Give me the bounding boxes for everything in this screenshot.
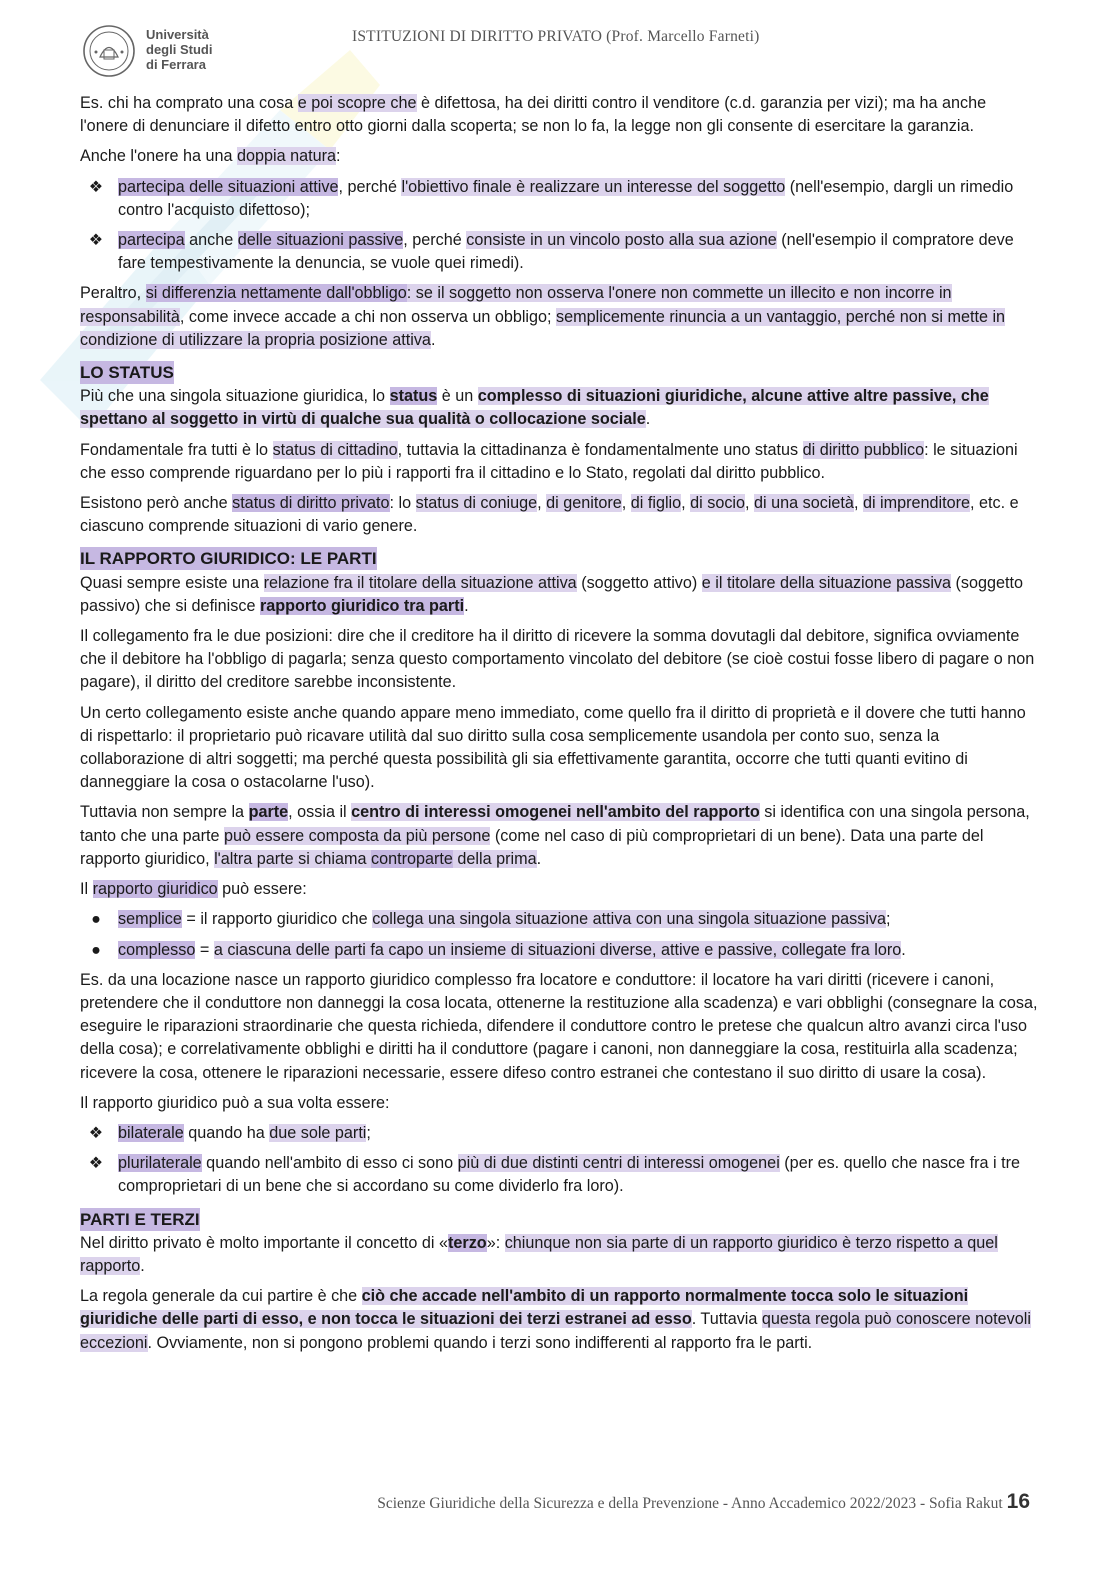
page-footer (0, 1490, 1030, 1514)
paragraph: Esistono però anche status di diritto privato: lo status di coniuge, di genitore, di figlio, di socio, di una società, di imprenditore, etc. e ciascuno comprende situazioni di vario genere. (80, 494, 1019, 536)
section-heading: LO STATUS (80, 363, 174, 383)
paragraph: Un certo collegamento esiste anche quando appare meno immediato, come quello fra il diritto di proprietà e il dovere che tutti hanno di rispettarlo: il proprietario può ricavare utilità dal suo diritto sulla cosa semplicemente usandola per conto suo, senza la collaborazione di altri soggetti; ma perché questa possibilità gli sia effettivamente garantita, occorre che tutti quanti evitino di danneggiare la cosa o ostacolarne l'uso). (80, 703, 1026, 792)
section-heading: PARTI E TERZI (80, 1209, 200, 1229)
university-name: Università degli Studi di Ferrara (146, 27, 213, 72)
page-header (0, 0, 1118, 90)
paragraph: Peraltro, si differenzia nettamente dall'obbligo: se il soggetto non osserva l'onere non commette un illecito e non incorre in responsabilità, come invece accade a chi non osserva un obbligo; semplicemente rinuncia a un vantaggio, perché non si mette in condizione di utilizzare la propria posizione attiva. (80, 284, 1006, 349)
document-title: ISTITUZIONI DI DIRITTO PRIVATO (Prof. Marcello Farneti) (352, 28, 760, 45)
list-item: ● semplice = il rapporto giuridico che collega una singola situazione attiva con una singola situazione passiva; (80, 908, 1038, 931)
footer-text: Scienze Giuridiche della Sicurezza e della Prevenzione - Anno Accademico 2022/2023 - Sofia Rakut (377, 1495, 1003, 1512)
paragraph: Il collegamento fra le due posizioni: dire che il creditore ha il diritto di ricevere la somma dovutagli dal debitore, significa ovviamente che il debitore ha l'obbligo di pagarla; senza questo comportamento vincolato del debitore (se cioè costui fosse libero di pagare o non pagare), il diritto del creditore sarebbe inconsistente. (80, 627, 1035, 692)
list-item: ❖ bilaterale quando ha due sole parti; (80, 1122, 1038, 1145)
paragraph: Fondamentale fra tutti è lo status di cittadino, tuttavia la cittadinanza è fondamentalmente uno status di diritto pubblico: le situazioni che esso comprende riguardano per lo più i rapporti fra il cittadino e lo Stato, regolati dal diritto pubblico. (80, 440, 1018, 482)
paragraph: Es. da una locazione nasce un rapporto giuridico complesso fra locatore e conduttore: il locatore ha vari diritti (ricevere i canoni, pretendere che il conduttore non danneggi la cosa locata, ottenerne la restituzione alla scadenza) e vari obblighi (consegnare la cosa, eseguire le riparazioni straordinarie che questa richieda, difendere il conduttore contro le pretese che qualcun altro avanzi circa l'uso della cosa); e correlativamente obblighi e diritti ha il conduttore (pagare i canoni, non danneggiare la cosa, restituirla alla scadenza; ricevere la cosa, ottenere le riparazioni necessarie, essere difeso contro estranei che contestano il suo diritto di usare la cosa). (80, 970, 1038, 1082)
section-heading: IL RAPPORTO GIURIDICO: LE PARTI (80, 549, 377, 569)
list-item: ● complesso = a ciascuna delle parti fa capo un insieme di situazioni diverse, attive e passive, collegate fra loro. (80, 939, 1038, 962)
university-logo (82, 22, 222, 78)
list-item: ❖ plurilaterale quando nell'ambito di esso ci sono più di due distinti centri di interessi omogenei (per es. quello che nasce fra i tre comproprietari di un bene che si accordano su come dividerlo fra loro). (80, 1152, 1038, 1198)
paragraph: Anche l'onere ha una doppia natura: (80, 147, 341, 166)
page-number: 16 (1006, 1490, 1030, 1513)
dot-bullet-icon: ● (91, 910, 101, 929)
diamond-bullet-icon: ❖ (88, 1154, 104, 1173)
bullet-list (80, 176, 1038, 276)
paragraph: Il rapporto giuridico può essere: (80, 880, 307, 899)
document-body (80, 92, 1038, 1362)
diamond-bullet-icon: ❖ (88, 177, 104, 196)
bullet-list (80, 908, 1038, 961)
paragraph: Più che una singola situazione giuridica, lo status è un complesso di situazioni giuridiche, alcune attive altre passive, che spettano al soggetto in virtù di qualche sua qualità o collocazione sociale. (80, 387, 989, 429)
dot-bullet-icon: ● (91, 940, 101, 959)
diamond-bullet-icon: ❖ (88, 1123, 104, 1142)
university-seal-icon (82, 24, 136, 78)
paragraph: Tuttavia non sempre la parte, ossia il centro di interessi omogenei nell'ambito del rapporto si identifica con una singola persona, tanto che una parte può essere composta da più persone (come nel caso di più comproprietari di un bene). Data una parte del rapporto giuridico, l'altra parte si chiama controparte della prima. (80, 803, 1030, 868)
paragraph: La regola generale da cui partire è che ciò che accade nell'ambito di un rapporto normalmente tocca solo le situazioni giuridiche delle parti di esso, e non tocca le situazioni dei terzi estranei ad esso. Tuttavia questa regola può conoscere notevoli eccezioni. Ovviamente, non si pongono problemi quando i terzi sono indifferenti al rapporto fra le parti. (80, 1287, 1031, 1352)
diamond-bullet-icon: ❖ (88, 231, 104, 250)
paragraph: Quasi sempre esiste una relazione fra il titolare della situazione attiva (soggetto attivo) e il titolare della situazione passiva (soggetto passivo) che si definisce rapporto giuridico tra parti. (80, 573, 1024, 615)
bullet-list (80, 1122, 1038, 1199)
list-item: ❖ partecipa anche delle situazioni passive, perché consiste in un vincolo posto alla sua azione (nell'esempio il compratore deve fare tempestivamente la denuncia, se vuole quei rimedi). (80, 229, 1038, 275)
paragraph: Il rapporto giuridico può a sua volta essere: (80, 1093, 390, 1112)
paragraph: Nel diritto privato è molto importante il concetto di «terzo»: chiunque non sia parte di un rapporto giuridico è terzo rispetto a quel rapporto. (80, 1233, 998, 1275)
paragraph: Es. chi ha comprato una cosa e poi scopre che è difettosa, ha dei diritti contro il venditore (c.d. garanzia per vizi); ma ha anche l'onere di denunciare il difetto entro otto giorni dalla scoperta; se non lo fa, la legge non gli consente di esercitare la garanzia. (80, 94, 987, 136)
list-item: ❖ partecipa delle situazioni attive, perché l'obiettivo finale è realizzare un interesse del soggetto (nell'esempio, dargli un rimedio contro l'acquisto difettoso); (80, 176, 1038, 222)
